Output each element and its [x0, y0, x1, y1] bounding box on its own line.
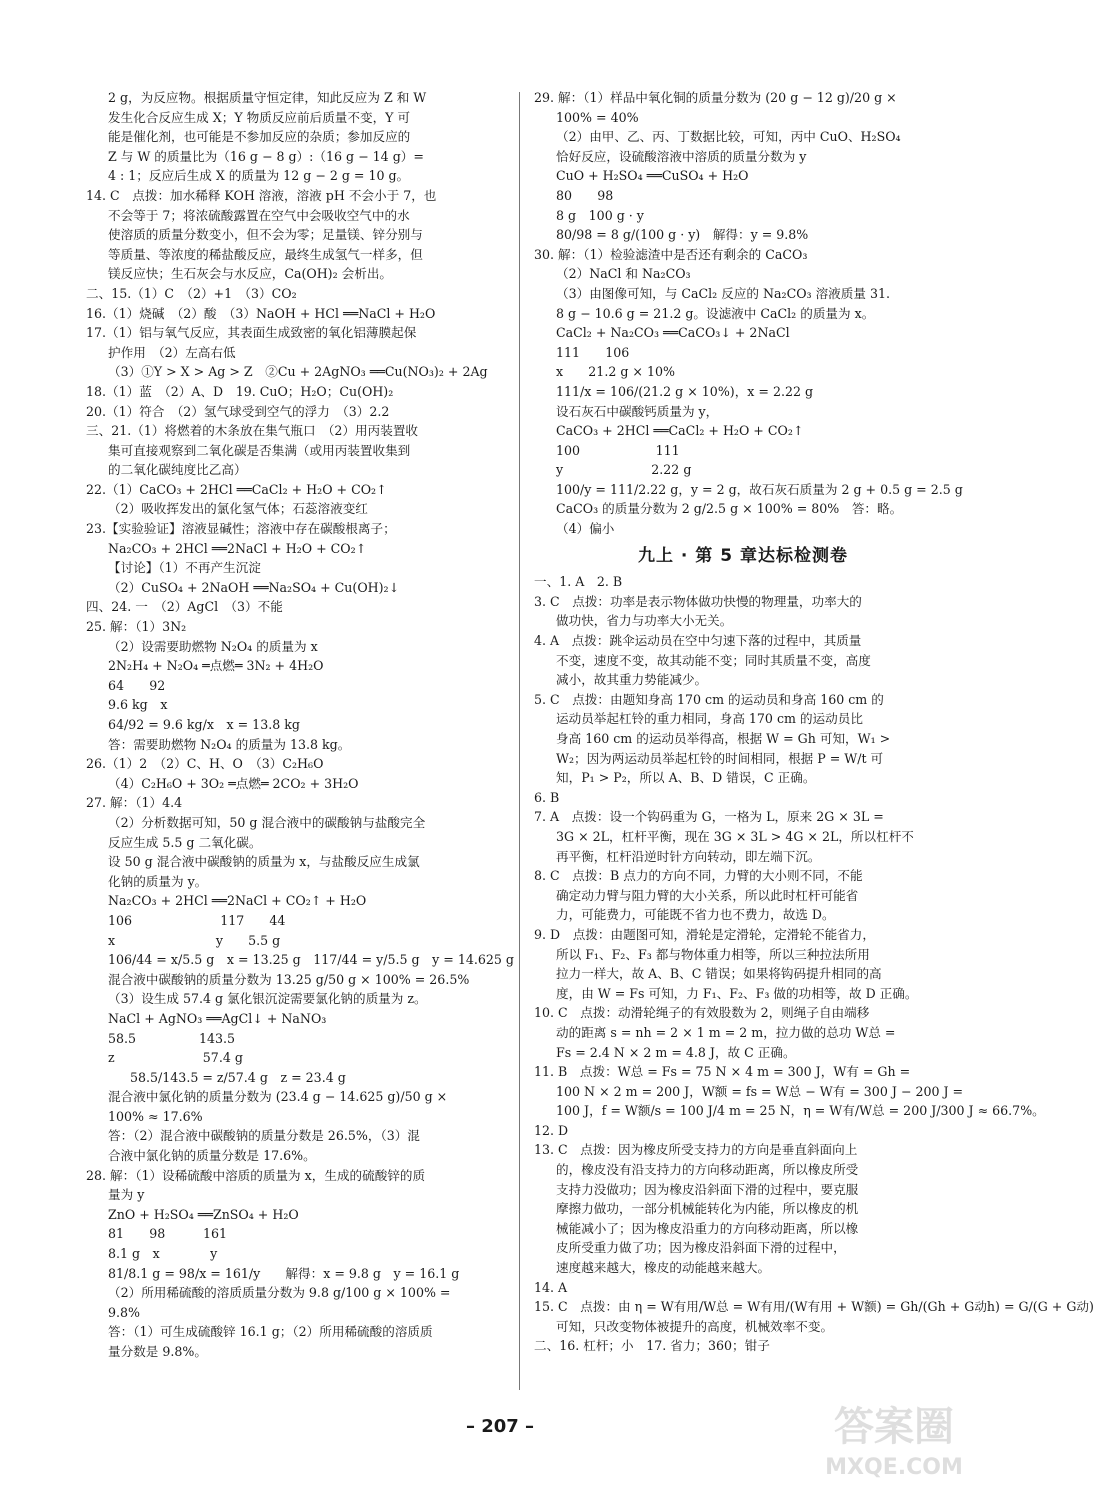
- text-line: 58.5 143.5: [108, 1030, 236, 1046]
- text-line: 11. B 点拨：W总 = Fs = 75 N × 4 m = 300 J，W有 = Gh =: [534, 1064, 911, 1080]
- text-line: 9.8%: [108, 1304, 140, 1320]
- text-line: 混合液中氯化钠的质量分数为 (23.4 g − 14.625 g)/50 g ×: [108, 1089, 448, 1105]
- text-line: 再平衡，杠杆沿逆时针方向转动，即左端下沉。: [556, 848, 821, 864]
- right-column: [534, 88, 1094, 1356]
- text-line: 8 g − 10.6 g = 21.2 g。设滤液中 CaCl₂ 的质量为 x。: [556, 305, 875, 321]
- text-line: CaCO₃ 的质量分数为 2 g/2.5 g × 100% = 80% 答：略。: [556, 501, 903, 517]
- text-line: 30. 解：（1）检验滤渣中是否还有剩余的 CaCO₃: [534, 246, 808, 262]
- text-line: 106/44 = x/5.5 g x = 13.25 g 117/44 = y/5.5 g y = 14.625 g: [108, 952, 514, 968]
- text-line: 100% = 40%: [556, 109, 639, 125]
- text-line: 111 106: [556, 344, 630, 360]
- watermark-logo: [796, 1394, 992, 1484]
- text-line: 18.（1）蓝 （2）A、D 19. CuO；H₂O；Cu(OH)₂: [86, 383, 394, 399]
- text-line: （4）偏小: [556, 521, 615, 537]
- text-line: 8 g 100 g · y: [556, 207, 644, 223]
- text-line: 使溶质的质量分数变小，但不会为零；足量镁、锌分别与: [108, 227, 423, 243]
- text-line: （2）由甲、乙、丙、丁数据比较，可知，丙中 CuO、H₂SO₄: [556, 129, 901, 145]
- text-line: 20.（1）符合 （2）氢气球受到空气的浮力 （3）2.2: [86, 403, 390, 419]
- text-line: x 21.2 g × 10%: [556, 364, 675, 380]
- text-line: 答：（1）可生成硫酸锌 16.1 g；（2）所用稀硫酸的溶质质: [108, 1324, 433, 1340]
- watermark-title: 答案圈: [834, 1404, 954, 1450]
- text-line: y 2.22 g: [556, 462, 692, 478]
- text-line: 2N₂H₄ + N₂O₄ ═点燃═ 3N₂ + 4H₂O: [108, 658, 324, 674]
- text-line: 【讨论】（1）不再产生沉淀: [108, 560, 261, 576]
- text-line: 25. 解：（1）3N₂: [86, 619, 187, 635]
- text-line: 28. 解：（1）设稀硫酸中溶质的质量为 x，生成的硫酸锌的质: [86, 1167, 426, 1183]
- watermark-url: MXQE.COM: [825, 1455, 963, 1480]
- text-line: 81/8.1 g = 98/x = 161/y 解得：x = 9.8 g y = 16.1 g: [108, 1265, 460, 1281]
- text-line: 2 g，为反应物。根据质量守恒定律，知此反应为 Z 和 W: [108, 90, 427, 105]
- text-line: 三、21.（1）将燃着的木条放在集气瓶口 （2）用丙装置收: [86, 423, 419, 439]
- text-line: 反应生成 5.5 g 二氧化碳。: [108, 834, 262, 850]
- text-line: 做功快，省力与功率大小无关。: [556, 613, 733, 629]
- text-line: 发生化合反应生成 X；Y 物质反应前后质量不变，Y 可: [108, 109, 411, 125]
- text-line: 8.1 g x y: [108, 1246, 218, 1262]
- text-line: 9. D 点拨：由题图可知，滑轮是定滑轮，定滑轮不能省力，: [534, 926, 875, 942]
- text-line: 答：（2）混合液中碳酸钠的质量分数是 26.5%，（3）混: [108, 1128, 420, 1144]
- text-line: 26.（1）2 （2）C、H、O （3）C₂H₆O: [86, 756, 324, 772]
- text-line: 集可直接观察到二氧化碳是否集满（或用丙装置收集到: [108, 442, 411, 458]
- text-line: x y 5.5 g: [108, 932, 281, 948]
- text-line: 13. C 点拨：因为橡皮所受支持力的方向是垂直斜面向上: [534, 1142, 858, 1158]
- text-line: Na₂CO₃ + 2HCl ══2NaCl + CO₂↑ + H₂O: [108, 893, 367, 909]
- text-line: （4）C₂H₆O + 3O₂ ═点燃═ 2CO₂ + 3H₂O: [108, 775, 359, 791]
- text-line: 7. A 点拨：设一个钩码重为 G，一格为 L，原来 2G × 3L =: [534, 809, 884, 825]
- answers-chapter5-test: [534, 572, 1094, 1356]
- text-line: 的，橡皮没有沿支持力的方向移动距离，所以橡皮所受: [556, 1162, 859, 1178]
- text-line: 能是催化剂，也可能是不参加反应的杂质；参加反应的: [108, 129, 411, 145]
- left-column: [86, 88, 514, 1362]
- column-divider: [519, 92, 520, 1390]
- text-line: Na₂CO₃ + 2HCl ══2NaCl + H₂O + CO₂↑: [108, 540, 367, 556]
- text-line: 等质量、等浓度的稀盐酸反应，最终生成氢气一样多，但: [108, 246, 423, 262]
- text-line: 106 117 44: [108, 912, 286, 928]
- text-line: 12. D: [534, 1122, 569, 1138]
- text-line: （3）设生成 57.4 g 氯化银沉淀需要氯化钠的质量为 z。: [108, 991, 427, 1007]
- text-line: （2）分析数据可知，50 g 混合液中的碳酸钠与盐酸完全: [108, 814, 426, 830]
- text-line: 二、15.（1）C （2）+1 （3）CO₂: [86, 285, 297, 301]
- text-line: 58.5/143.5 = z/57.4 g z = 23.4 g: [130, 1069, 346, 1085]
- text-line: 64 92: [108, 677, 166, 693]
- text-line: 80 98: [556, 187, 614, 203]
- text-line: 29. 解：（1）样品中氧化铜的质量分数为 (20 g − 12 g)/20 g ×: [534, 90, 897, 105]
- answers-chemistry-continued: [534, 88, 963, 539]
- text-line: 所以 F₁、F₂、F₃ 都与物体重力相等，所以三种拉法所用: [556, 946, 870, 962]
- text-line: CaCl₂ + Na₂CO₃ ══CaCO₃↓ + 2NaCl: [556, 325, 790, 341]
- text-line: 的二氧化碳纯度比乙高）: [108, 462, 247, 478]
- text-line: W₂；因为两运动员举起杠铃的时间相同，根据 P = W/t 可: [556, 750, 884, 766]
- text-line: 皮所受重力做了功；因为橡皮沿斜面下滑的过程中，: [556, 1240, 846, 1256]
- text-line: （2）吸收挥发出的氯化氢气体；石蕊溶液变红: [108, 501, 368, 517]
- text-line: 不会等于 7；将浓硫酸露置在空气中会吸收空气中的水: [108, 207, 410, 223]
- text-line: 100/y = 111/2.22 g，y = 2 g，故石灰石质量为 2 g + 0.5 g = 2.5 g: [556, 481, 963, 497]
- text-line: 可知，只改变物体被提升的高度，机械效率不变。: [556, 1318, 834, 1334]
- text-line: 支持力没做功；因为橡皮沿斜面下滑的过程中，要克服: [556, 1181, 859, 1197]
- text-line: 摩擦力做功，一部分机械能转化为内能，所以橡皮的机: [556, 1201, 859, 1217]
- text-line: 设 50 g 混合液中碳酸钠的质量为 x，与盐酸反应生成氯: [108, 854, 420, 870]
- text-line: 身高 160 cm 的运动员举得高，根据 W = Gh 可知，W₁ >: [556, 731, 891, 746]
- text-line: （3）①Y > X > Ag > Z ②Cu + 2AgNO₃ ══Cu(NO₃)₂ + 2Ag: [108, 364, 488, 380]
- text-line: 8. C 点拨：B 点力的方向不同，力臂的大小则不同，不能: [534, 868, 863, 884]
- text-line: 运动员举起杠铃的重力相同，身高 170 cm 的运动员比: [556, 711, 863, 727]
- text-line: 化钠的质量为 y。: [108, 873, 208, 889]
- text-line: 15. C 点拨：由 η = W有用/W总 = W有用/(W有用 + W额) = Gh/(Gh + G动h) = G/(G + G动): [534, 1299, 1094, 1315]
- text-line: 减小，故其重力势能减少。: [556, 672, 708, 688]
- text-line: （2）CuSO₄ + 2NaOH ══Na₂SO₄ + Cu(OH)₂↓: [108, 579, 400, 595]
- section-title: 九上 · 第 5 章达标检测卷: [638, 545, 848, 566]
- text-line: 确定动力臂与阻力臂的大小关系，所以此时杠杆可能省: [556, 887, 859, 903]
- text-line: （3）由图像可知，与 CaCl₂ 反应的 Na₂CO₃ 溶液质量 31.: [556, 285, 890, 301]
- text-line: 答：需要助燃物 N₂O₄ 的质量为 13.8 kg。: [108, 736, 351, 752]
- text-line: （2）设需要助燃物 N₂O₄ 的质量为 x: [108, 638, 318, 654]
- text-line: 不变，速度不变，故其动能不变；同时其质量不变，高度: [556, 652, 871, 668]
- text-line: 6. B: [534, 789, 560, 805]
- text-line: 混合液中碳酸钠的质量分数为 13.25 g/50 g × 100% = 26.5%: [108, 971, 470, 987]
- text-line: z 57.4 g: [108, 1050, 243, 1066]
- text-line: NaCl + AgNO₃ ══AgCl↓ + NaNO₃: [108, 1010, 327, 1026]
- text-line: 9.6 kg x: [108, 697, 168, 713]
- text-line: 14. C 点拨：加水稀释 KOH 溶液，溶液 pH 不会小于 7，也: [86, 187, 437, 203]
- text-line: 合液中氯化钠的质量分数是 17.6%。: [108, 1148, 316, 1164]
- text-line: 16.（1）烧碱 （2）酸 （3）NaOH + HCl ══NaCl + H₂O: [86, 305, 436, 321]
- text-line: 100% ≈ 17.6%: [108, 1108, 203, 1124]
- text-line: 设石灰石中碳酸钙质量为 y，: [556, 403, 719, 419]
- text-line: 量分数是 9.8%。: [108, 1344, 207, 1359]
- text-line: 4. A 点拨：跳伞运动员在空中匀速下落的过程中，其质量: [534, 633, 862, 649]
- text-line: 4 : 1；反应后生成 X 的质量为 12 g − 2 g = 10 g。: [108, 168, 410, 184]
- text-line: Fs = 2.4 N × 2 m = 4.8 J，故 C 正确。: [556, 1044, 796, 1060]
- text-line: 二、16. 杠杆；小 17. 省力；360；钳子: [534, 1338, 770, 1354]
- text-line: （2）所用稀硫酸的溶质质量分数为 9.8 g/100 g × 100% =: [108, 1285, 451, 1301]
- text-line: 100 N × 2 m = 200 J，W额 = fs = W总 − W有 = 300 J − 200 J =: [556, 1083, 964, 1099]
- text-line: 量为 y: [108, 1187, 145, 1203]
- text-line: 四、24. 一 （2）AgCl （3）不能: [86, 599, 283, 615]
- text-line: 10. C 点拨：动滑轮绳子的有效股数为 2，则绳子自由端移: [534, 1005, 870, 1021]
- text-line: 速度越来越大，橡皮的动能越来越大。: [556, 1260, 771, 1276]
- text-line: 100 J，f = W额/s = 100 J/4 m = 25 N，η = W有/W总 = 200 J/300 J ≈ 66.7%。: [556, 1103, 1045, 1119]
- text-line: 3. C 点拨：功率是表示物体做功快慢的物理量，功率大的: [534, 593, 862, 609]
- text-line: 27. 解：（1）4.4: [86, 795, 183, 811]
- text-line: 100 111: [556, 442, 680, 458]
- text-line: 一、1. A 2. B: [534, 574, 623, 590]
- text-line: 22.（1）CaCO₃ + 2HCl ══CaCl₂ + H₂O + CO₂↑: [86, 481, 387, 497]
- text-line: CuO + H₂SO₄ ══CuSO₄ + H₂O: [556, 168, 749, 184]
- text-line: Z 与 W 的质量比为（16 g − 8 g）:（16 g − 14 g）=: [108, 148, 424, 164]
- text-line: 23.【实验验证】溶液显碱性；溶液中存在碳酸根离子；: [86, 521, 396, 537]
- text-line: 力，可能费力，可能既不省力也不费力，故选 D。: [556, 907, 835, 923]
- text-line: 镁反应快；生石灰会与水反应，Ca(OH)₂ 会析出。: [108, 266, 393, 282]
- text-line: 拉力一样大，故 A、B、C 错误；如果将钩码提升相同的高: [556, 966, 882, 982]
- text-line: 3G × 2L，杠杆平衡，现在 3G × 3L > 4G × 2L，所以杠杆不: [556, 828, 914, 844]
- text-line: 17.（1）铝与氧气反应，其表面生成致密的氧化铝薄膜起保: [86, 325, 417, 341]
- text-line: 81 98 161: [108, 1226, 228, 1242]
- text-line: 111/x = 106/(21.2 g × 10%)，x = 2.22 g: [556, 383, 814, 399]
- text-line: 恰好反应，设硫酸溶液中溶质的质量分数为 y: [556, 148, 807, 164]
- text-line: 64/92 = 9.6 kg/x x = 13.8 kg: [108, 717, 300, 732]
- text-line: 知，P₁ > P₂，所以 A、B、D 错误，C 正确。: [556, 770, 816, 786]
- text-line: 80/98 = 8 g/(100 g · y) 解得：y = 9.8%: [556, 227, 809, 243]
- text-line: CaCO₃ + 2HCl ══CaCl₂ + H₂O + CO₂↑: [556, 423, 804, 439]
- page-number: – 207 –: [465, 1416, 535, 1437]
- text-line: 度，由 W = Fs 可知，力 F₁、F₂、F₃ 做的功相等，故 D 正确。: [556, 985, 918, 1001]
- text-line: ZnO + H₂SO₄ ══ZnSO₄ + H₂O: [108, 1206, 299, 1222]
- text-line: 5. C 点拨：由题知身高 170 cm 的运动员和身高 160 cm 的: [534, 691, 884, 707]
- text-line: 动的距离 s = nh = 2 × 1 m = 2 m，拉力做的总功 W总 =: [556, 1024, 896, 1040]
- text-line: （2）NaCl 和 Na₂CO₃: [556, 266, 691, 282]
- text-line: 械能减小了；因为橡皮沿重力的方向移动距离，所以橡: [556, 1220, 859, 1236]
- text-line: 护作用 （2）左高右低: [108, 344, 236, 360]
- text-line: 14. A: [534, 1279, 568, 1295]
